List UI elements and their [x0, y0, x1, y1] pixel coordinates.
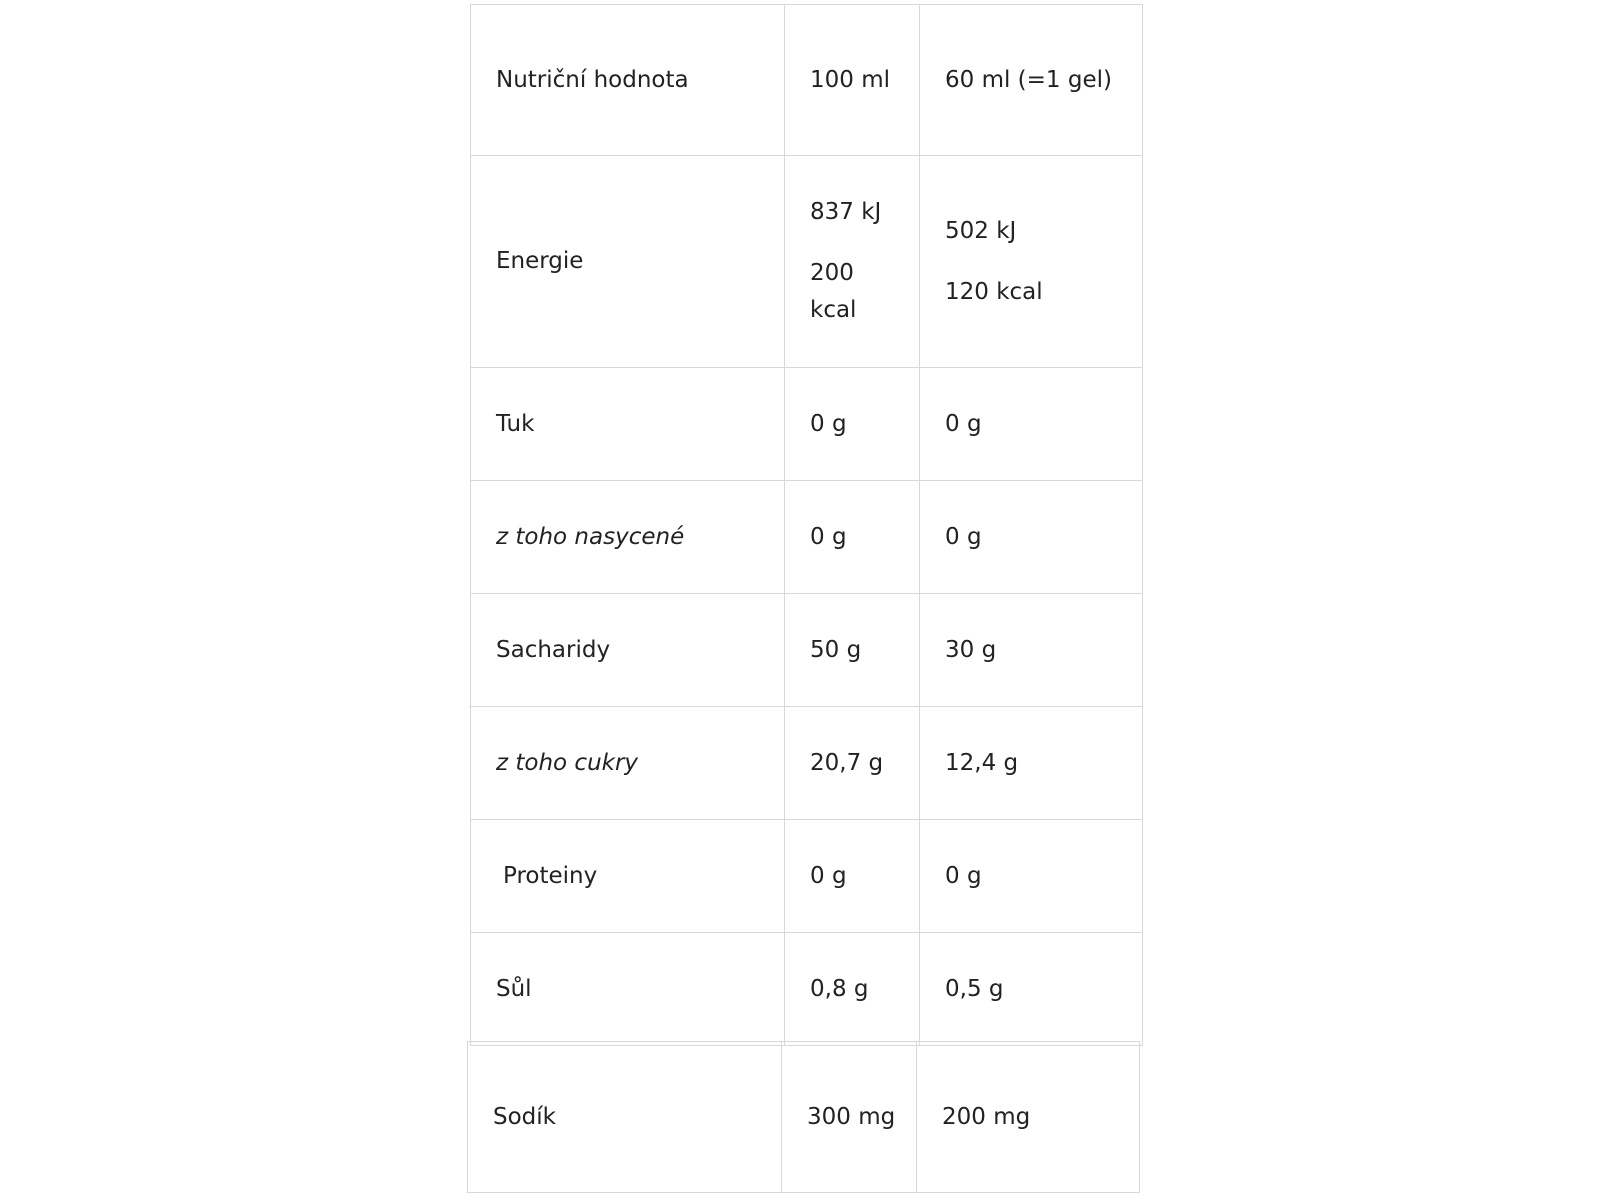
row-per100-cell: 50 g	[785, 594, 920, 707]
nutrition-table	[470, 4, 1143, 1046]
table-row-carbohydrates	[471, 594, 1143, 707]
row-per100-cell: 0 g	[785, 481, 920, 594]
table-row-protein	[471, 820, 1143, 933]
header-per100-cell: 100 ml	[785, 5, 920, 156]
table-row-sodium	[468, 1042, 1140, 1193]
table-header-row	[471, 5, 1143, 156]
row-per-serving-cell: 0,5 g	[920, 933, 1143, 1046]
energy-per100-kj: 837 kJ	[810, 199, 882, 225]
table-row-salt	[471, 933, 1143, 1046]
energy-per-serving-kcal: 120 kcal	[945, 278, 1043, 305]
row-label: Proteiny	[471, 820, 785, 933]
energy-per100-kcal: 200 kcal	[810, 260, 857, 323]
row-per-serving-cell: 0 g	[920, 481, 1143, 594]
row-label: z toho nasycené	[471, 481, 785, 594]
row-per100-cell	[785, 156, 920, 368]
table-row-saturated	[471, 481, 1143, 594]
row-per-serving-cell: 200 mg	[917, 1042, 1140, 1193]
sodium-table	[467, 1041, 1140, 1193]
row-label: Sůl	[471, 933, 785, 1046]
row-per100-cell: 20,7 g	[785, 707, 920, 820]
row-per-serving-cell: 30 g	[920, 594, 1143, 707]
row-label: Tuk	[471, 368, 785, 481]
row-per-serving-cell: 0 g	[920, 368, 1143, 481]
row-per-serving-cell: 0 g	[920, 820, 1143, 933]
row-label: Sacharidy	[471, 594, 785, 707]
row-label: Sodík	[468, 1042, 782, 1193]
table-row-energy	[471, 156, 1143, 368]
header-label-cell: Nutriční hodnota	[471, 5, 785, 156]
energy-per-serving-kj: 502 kJ	[945, 217, 1017, 244]
table-row-fat	[471, 368, 1143, 481]
table-row-sugars	[471, 707, 1143, 820]
row-per100-cell: 0 g	[785, 820, 920, 933]
row-label: z toho cukry	[471, 707, 785, 820]
header-per-serving-cell: 60 ml (=1 gel)	[920, 5, 1143, 156]
row-per100-cell: 0 g	[785, 368, 920, 481]
row-per-serving-cell: 12,4 g	[920, 707, 1143, 820]
row-per-serving-cell	[920, 156, 1143, 368]
row-per100-cell: 0,8 g	[785, 933, 920, 1046]
row-label: Energie	[471, 156, 785, 368]
row-per100-cell: 300 mg	[782, 1042, 917, 1193]
